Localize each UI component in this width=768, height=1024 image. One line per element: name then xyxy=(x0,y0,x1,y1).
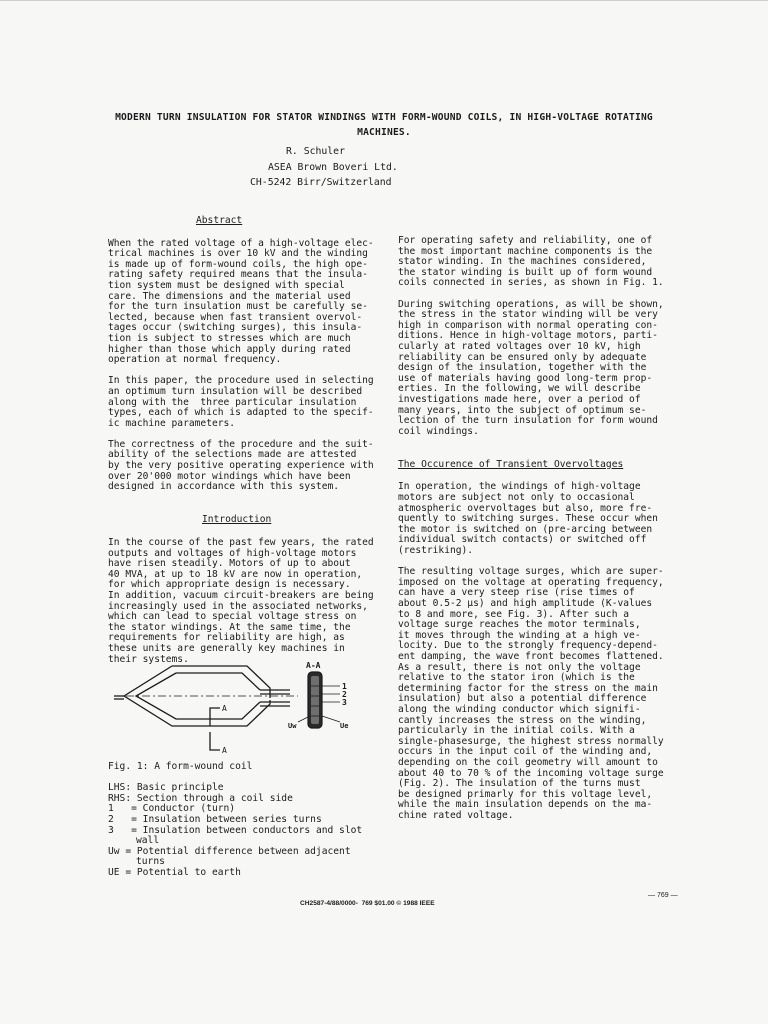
legend-item: 1 = Conductor (turn) xyxy=(108,803,236,815)
legend-item: 3 = Insulation between conductors and slot xyxy=(108,824,363,836)
legend-ue: UE = Potential to earth xyxy=(108,866,241,878)
figure-caption-block xyxy=(108,762,390,879)
right-p4: The resulting voltage surges, which are super- imposed on the voltage at operating frequency, can have a very steep rise (rise times of about 0.5-2 µs) and high amplitude (K-values to 8 and more, see Fig. 3). After such a voltage surge reaches the motor terminals, it moves through the winding at a high ve- locity. Due to the strongly frequency-depend- ent damping, the wave front becomes flattened. As a result, there is not only the voltage relative to the stator iron (which is the determining factor for the stress on the main insulation) but also a potential difference along the winding conductor which signifi- cantly increases the stress on the winding, particularly in the initial coils. With a single-phasesurge, the highest stress normally occurs in the input coil of the winding and, depending on the coil geometry will amount to about 40 to 70 % of the incoming voltage surge (Fig. 2). The insulation of the turns must be designed primarly for this voltage level, while the main insulation depends on the ma- chine rated voltage. xyxy=(398,566,664,821)
section-marker-a-bottom: A xyxy=(222,746,227,755)
legend-uw: Uw = Potential difference between adjacent xyxy=(108,845,351,857)
form-wound-coil-figure xyxy=(112,656,372,758)
section-marker-a-top: A xyxy=(222,704,227,713)
abstract-p1: When the rated voltage of a high-voltage elec- trical machines is over 10 kV and the winding is made up of form-wound coils, the high ope- rating safety required means that the insula- tion system must be designed with special care. The dimensions and the material used for the turn insulation must be carefully se- lected, because when fast transient overvol- tages occur (switching surges), this insula- tion is subject to stresses which are much higher than those which apply during rated operation at normal frequency. xyxy=(108,237,374,366)
callout-ue: Ue xyxy=(340,722,349,730)
left-column xyxy=(108,216,390,665)
legend-uw-continued: turns xyxy=(136,856,165,868)
legend-item-continued: wall xyxy=(136,835,160,847)
legend-item: RHS: Section through a coil side xyxy=(108,792,293,804)
figure-caption: Fig. 1: A form-wound coil xyxy=(108,761,253,772)
abstract-p2: In this paper, the procedure used in selecting an optimum turn insulation will be described along with the three particular insulation types, each of which is adapted to the specif- ic machine parameters. xyxy=(108,375,374,429)
introduction-heading: Introduction xyxy=(202,514,272,526)
title-line-2: MACHINES. xyxy=(357,127,411,138)
right-p3: In operation, the windings of high-voltage motors are subject not only to occasional atmospheric overvoltages but also, more fre- quently to switching surges. These occur when the motor is switched on (pre-arcing between individual switch contacts) or switched off (restriking). xyxy=(398,481,658,557)
callout-2: 2 xyxy=(342,690,347,699)
abstract-p3: The correctness of the procedure and the suit- ability of the selections made are attested by the very positive operating experience with over 20'000 motor windings which have been designed in accordance with this system. xyxy=(108,438,374,493)
copyright-code: CH2587-4/88/0000- 769 $01.00 © 1988 IEEE xyxy=(300,900,435,907)
page-number: — 769 — xyxy=(648,892,678,899)
author-address: CH-5242 Birr/Switzerland xyxy=(250,177,392,188)
overvoltages-heading: The Occurence of Transient Overvoltages xyxy=(398,458,624,470)
right-p2: During switching operations, as will be shown, the stress in the stator winding will be very high in comparison with normal operating con- ditions. Hence in high-voltage motors, parti- cularly at rated voltages over 10 kV, high reliability can be ensured only by adequate design of the insulation, together with the use of materials having good long-term prop- erties. In the following, we will describe investigations made here, over a period of many years, into the subject of optimum se- lection of the turn insulation for form wound coil windings. xyxy=(398,298,664,437)
paper-title xyxy=(100,110,668,140)
legend-item: 2 = Insulation between series turns xyxy=(108,813,322,825)
author-affiliation: ASEA Brown Boveri Ltd. xyxy=(268,161,398,173)
callout-uw: Uw xyxy=(288,722,297,730)
right-column xyxy=(398,236,680,821)
legend-item: LHS: Basic principle xyxy=(108,782,224,794)
author-name: R. Schuler xyxy=(286,146,345,157)
callout-3: 3 xyxy=(342,698,347,707)
introduction-p1: In the course of the past few years, the rated outputs and voltages of high-voltage motors have risen steadily. Motors of up to about 40 MVA, at up to 18 kV are now in operation, for which appropriate design is necessary. In addition, vacuum circuit-breakers are being increasingly used in the associated networks, which can lead to special voltage stress on the stator windings. At the same time, the requirements for reliability are high, as these units are generally key machines in their systems. xyxy=(108,537,374,665)
section-label-aa: A-A xyxy=(306,661,321,670)
title-line-1: MODERN TURN INSULATION FOR STATOR WINDINGS WITH FORM-WOUND COILS, IN HIGH-VOLTAGE ROTATING xyxy=(115,112,653,123)
right-p1: For operating safety and reliability, one of the most important machine components is the stator winding. In the machines considered, the stator winding is built up of form wound coils connected in series, as shown in Fig. 1. xyxy=(398,235,664,289)
callout-1: 1 xyxy=(342,682,347,691)
top-border xyxy=(0,0,768,1)
author-block xyxy=(250,144,520,191)
abstract-heading: Abstract xyxy=(196,215,243,226)
